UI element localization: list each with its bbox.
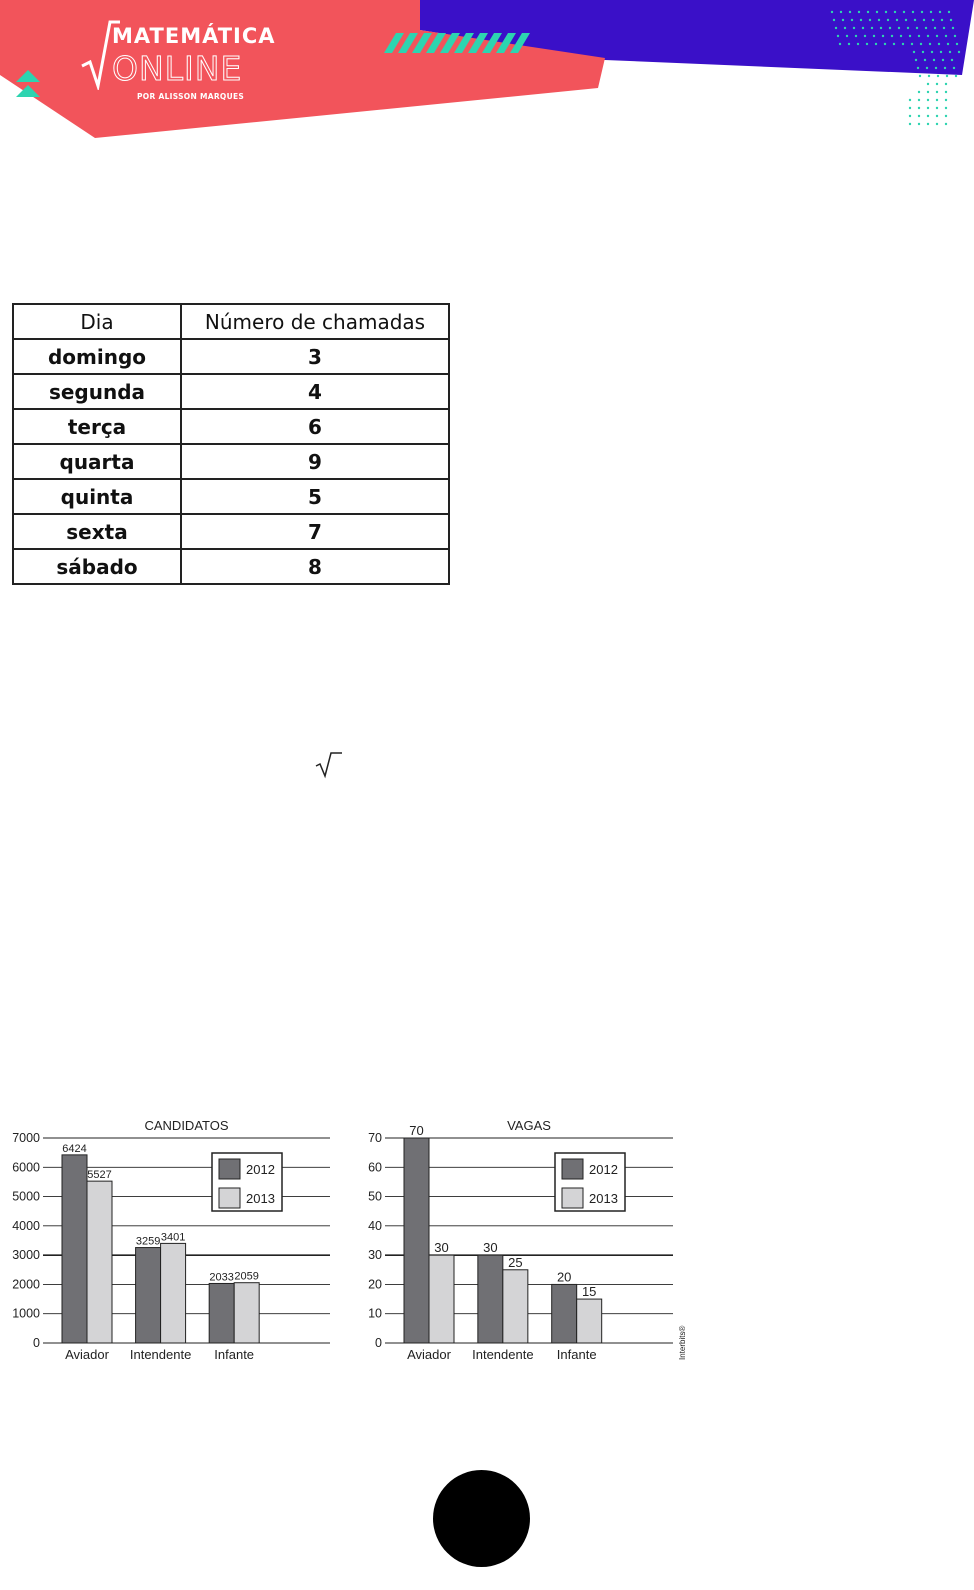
dot — [946, 75, 948, 77]
dot — [945, 115, 947, 117]
legend-swatch-2012 — [562, 1159, 583, 1179]
y-tick-label: 0 — [33, 1336, 40, 1350]
y-tick-label: 10 — [368, 1306, 382, 1321]
y-tick-label: 4000 — [12, 1218, 40, 1233]
data-label: 2033 — [209, 1271, 234, 1284]
dot — [915, 59, 917, 61]
legend-label: 2013 — [589, 1191, 618, 1206]
data-label: 30 — [483, 1240, 498, 1256]
calls-table — [12, 303, 450, 585]
dot — [941, 19, 943, 21]
y-tick-label: 5000 — [12, 1189, 40, 1204]
dot — [929, 43, 931, 45]
dot — [945, 35, 947, 37]
dot — [930, 11, 932, 13]
bar-2012 — [552, 1284, 577, 1343]
data-label: 30 — [434, 1240, 449, 1256]
dot — [875, 43, 877, 45]
dot — [878, 19, 880, 21]
dot — [940, 51, 942, 53]
bar-2013 — [577, 1299, 602, 1343]
dot — [858, 11, 860, 13]
column-header-calls: Número de chamadas — [181, 304, 449, 339]
dot — [848, 43, 850, 45]
calls-cell: 7 — [181, 514, 449, 549]
dot — [927, 83, 929, 85]
dot — [936, 99, 938, 101]
logo-title-line2: ONLINE — [112, 49, 243, 88]
dot — [917, 67, 919, 69]
dot — [932, 19, 934, 21]
day-cell: sexta — [13, 514, 181, 549]
logo-byline: POR ALISSON MARQUES — [137, 92, 245, 101]
calls-cell: 6 — [181, 409, 449, 444]
legend-label: 2012 — [246, 1162, 275, 1177]
day-cell: terça — [13, 409, 181, 444]
dot — [945, 123, 947, 125]
dot — [925, 27, 927, 29]
data-label: 70 — [409, 1123, 424, 1138]
dot — [936, 35, 938, 37]
data-label: 5527 — [87, 1169, 112, 1182]
dot — [912, 11, 914, 13]
dot — [938, 43, 940, 45]
dot — [902, 43, 904, 45]
day-cell: quinta — [13, 479, 181, 514]
day-cell: quarta — [13, 444, 181, 479]
y-tick-label: 2000 — [12, 1277, 40, 1292]
dot — [831, 11, 833, 13]
dot — [855, 35, 857, 37]
page-number-circle — [433, 1470, 530, 1567]
y-tick-label: 20 — [368, 1277, 382, 1292]
y-tick-label: 60 — [368, 1160, 382, 1175]
dot — [869, 19, 871, 21]
dot — [953, 67, 955, 69]
dot — [873, 35, 875, 37]
dot — [956, 43, 958, 45]
dot — [835, 27, 837, 29]
bar-2013 — [429, 1255, 454, 1343]
dot — [905, 19, 907, 21]
dot — [840, 11, 842, 13]
x-tick-label: Aviador — [65, 1347, 109, 1362]
dot — [951, 59, 953, 61]
dot — [916, 27, 918, 29]
dot — [880, 27, 882, 29]
dot — [893, 43, 895, 45]
calls-cell: 3 — [181, 339, 449, 374]
dot — [862, 27, 864, 29]
dot — [927, 107, 929, 109]
table-row — [13, 479, 449, 514]
logo-title-line1: MATEMÁTICA — [112, 24, 276, 48]
dot — [918, 99, 920, 101]
dot — [958, 51, 960, 53]
dot — [833, 19, 835, 21]
y-tick-label: 40 — [368, 1218, 382, 1233]
dot — [860, 19, 862, 21]
x-tick-label: Intendente — [129, 1347, 192, 1362]
bar-2012 — [136, 1248, 161, 1343]
data-label: 20 — [556, 1269, 572, 1285]
table-row — [13, 444, 449, 479]
dot — [943, 27, 945, 29]
bar-2012 — [478, 1255, 503, 1343]
day-cell: sábado — [13, 549, 181, 584]
dot — [918, 35, 920, 37]
header-banner — [0, 0, 974, 140]
y-tick-label: 30 — [368, 1248, 382, 1263]
dot — [844, 27, 846, 29]
dot — [837, 35, 839, 37]
dot — [909, 99, 911, 101]
y-tick-label: 7000 — [12, 1131, 40, 1145]
dot — [936, 107, 938, 109]
dot — [909, 107, 911, 109]
day-cell: domingo — [13, 339, 181, 374]
dot — [894, 11, 896, 13]
dot — [927, 115, 929, 117]
dot — [839, 43, 841, 45]
legend-label: 2012 — [589, 1162, 618, 1177]
y-tick-label: 0 — [375, 1336, 382, 1350]
dot — [851, 19, 853, 21]
table-header-row — [13, 304, 449, 339]
dot — [923, 19, 925, 21]
dot — [927, 91, 929, 93]
dot — [950, 19, 952, 21]
dot — [948, 11, 950, 13]
bar-2012 — [404, 1138, 429, 1343]
dot — [846, 35, 848, 37]
dot — [864, 35, 866, 37]
legend-label: 2013 — [246, 1191, 275, 1206]
dot — [909, 115, 911, 117]
dot — [924, 59, 926, 61]
dot — [898, 27, 900, 29]
dot — [918, 91, 920, 93]
dot — [954, 35, 956, 37]
dot — [887, 19, 889, 21]
dot — [889, 27, 891, 29]
square-root-icon — [314, 751, 344, 779]
dot — [936, 83, 938, 85]
x-tick-label: Aviador — [407, 1347, 451, 1362]
y-tick-label: 50 — [368, 1189, 382, 1204]
dot — [936, 115, 938, 117]
dot — [928, 75, 930, 77]
dot — [882, 35, 884, 37]
bar-2013 — [234, 1283, 259, 1343]
legend-swatch-2013 — [562, 1188, 583, 1208]
day-cell: segunda — [13, 374, 181, 409]
dot — [933, 59, 935, 61]
dot — [936, 91, 938, 93]
dot — [926, 67, 928, 69]
dot — [918, 123, 920, 125]
dot — [947, 43, 949, 45]
dot — [909, 35, 911, 37]
table-row — [13, 409, 449, 444]
table-row — [13, 374, 449, 409]
dot — [944, 67, 946, 69]
x-tick-label: Infante — [214, 1347, 255, 1362]
dot — [903, 11, 905, 13]
vagas-chart — [358, 1115, 698, 1365]
dot — [935, 67, 937, 69]
dot — [867, 11, 869, 13]
dot — [945, 107, 947, 109]
calls-cell: 8 — [181, 549, 449, 584]
dot — [936, 123, 938, 125]
bar-2013 — [161, 1243, 186, 1343]
dot — [952, 27, 954, 29]
dot — [934, 27, 936, 29]
bar-2013 — [503, 1270, 528, 1343]
dot — [919, 75, 921, 77]
data-label: 25 — [508, 1254, 523, 1270]
data-label: 6424 — [62, 1142, 87, 1155]
dot — [945, 83, 947, 85]
dot — [921, 11, 923, 13]
dot — [955, 75, 957, 77]
y-tick-label: 3000 — [12, 1248, 40, 1263]
table-row — [13, 339, 449, 374]
dot — [909, 123, 911, 125]
calls-cell: 5 — [181, 479, 449, 514]
dot — [842, 19, 844, 21]
chart-title: VAGAS — [507, 1118, 551, 1133]
bar-2012 — [209, 1283, 234, 1343]
data-label: 2059 — [234, 1270, 259, 1283]
dot — [945, 91, 947, 93]
chart-title: CANDIDATOS — [144, 1118, 229, 1133]
credit-label: Interbits® — [678, 1325, 687, 1360]
y-tick-label: 70 — [368, 1131, 382, 1145]
column-header-day: Dia — [13, 304, 181, 339]
dot — [907, 27, 909, 29]
legend-swatch-2012 — [219, 1159, 240, 1179]
data-label: 3259 — [135, 1235, 161, 1248]
dot — [885, 11, 887, 13]
dot — [911, 43, 913, 45]
dot — [939, 11, 941, 13]
dot — [945, 99, 947, 101]
bar-2012 — [62, 1155, 87, 1343]
dot — [931, 51, 933, 53]
dot — [884, 43, 886, 45]
dot — [920, 43, 922, 45]
dot — [871, 27, 873, 29]
dot — [927, 35, 929, 37]
calls-cell: 9 — [181, 444, 449, 479]
dot — [849, 11, 851, 13]
dot — [891, 35, 893, 37]
dot — [949, 51, 951, 53]
dot — [913, 51, 915, 53]
dot — [942, 59, 944, 61]
bar-2013 — [87, 1181, 112, 1343]
data-label: 15 — [581, 1284, 597, 1300]
dot — [927, 99, 929, 101]
calls-cell: 4 — [181, 374, 449, 409]
dot — [922, 51, 924, 53]
data-label: 3401 — [160, 1231, 186, 1244]
x-tick-label: Infante — [556, 1347, 597, 1362]
dot — [914, 19, 916, 21]
dot — [853, 27, 855, 29]
y-tick-label: 6000 — [12, 1160, 40, 1175]
dot — [896, 19, 898, 21]
dot — [857, 43, 859, 45]
dot — [876, 11, 878, 13]
table-row — [13, 514, 449, 549]
table-row — [13, 549, 449, 584]
dot — [918, 107, 920, 109]
dot — [866, 43, 868, 45]
y-tick-label: 1000 — [12, 1306, 40, 1321]
legend-swatch-2013 — [219, 1188, 240, 1208]
candidatos-chart — [0, 1115, 345, 1365]
dot — [937, 75, 939, 77]
dot — [918, 115, 920, 117]
x-tick-label: Intendente — [472, 1347, 534, 1362]
dot — [900, 35, 902, 37]
dot — [927, 123, 929, 125]
